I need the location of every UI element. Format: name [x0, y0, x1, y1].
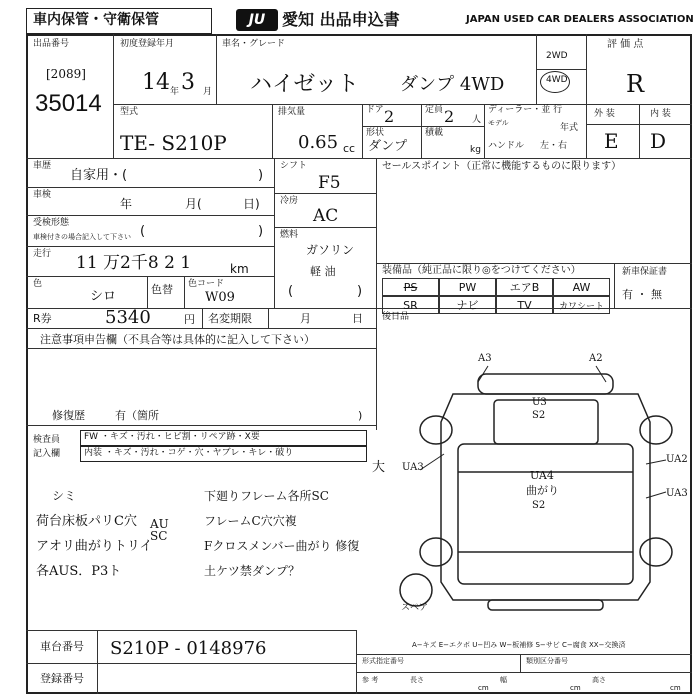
car-label: 車名・グレード	[222, 39, 286, 49]
fuel-close: )	[357, 284, 363, 299]
inspection-label: 車検	[33, 190, 52, 200]
doors-value: 2	[384, 107, 395, 126]
model-year-unit: 年式	[560, 123, 579, 133]
diagram-label: U3	[532, 397, 547, 408]
after-day-label: 後日品	[382, 312, 410, 322]
spare-label: スペア	[401, 603, 429, 613]
first-reg-year: 14	[142, 70, 170, 95]
name-change-day: 日	[352, 312, 363, 325]
divider	[26, 215, 274, 216]
width-label: 幅	[500, 676, 507, 684]
drive-4wd: 4WD	[546, 75, 568, 85]
handwritten-note: 下廻りフレーム各所SC	[204, 489, 329, 503]
model-label: 型式	[120, 107, 139, 117]
inspector-label: 検査員	[33, 435, 61, 445]
fuel-value: ガソリン	[306, 243, 355, 257]
car-grade: ダンプ 4WD	[400, 74, 505, 95]
divider	[639, 104, 640, 158]
equipment-grid	[382, 278, 610, 312]
repair-close: )	[358, 409, 363, 422]
divider	[586, 34, 587, 158]
doors-label: ドア	[366, 105, 384, 115]
year-unit: 年	[170, 87, 180, 97]
fuel-open: (	[288, 284, 294, 299]
inspection-day: 日)	[243, 197, 260, 211]
cm-unit: cm	[478, 684, 489, 692]
handle-options: 左・右	[540, 141, 568, 151]
divider	[356, 630, 357, 694]
history-value: 自家用・(	[70, 168, 128, 183]
divider	[356, 672, 692, 673]
handwritten-extra: 大	[372, 460, 386, 475]
displacement-value: 0.65	[298, 132, 339, 153]
mileage-label: 走行	[33, 249, 52, 259]
repair-value: 有（箇所	[115, 409, 159, 422]
handle-label: ハンドル	[488, 141, 525, 151]
recycle-unit: 円	[184, 313, 195, 326]
divider	[26, 158, 692, 159]
handwritten-note: 荷台床板パリC穴	[36, 514, 137, 529]
divider	[26, 663, 356, 664]
form-spec-label: 形式指定番号	[362, 657, 404, 665]
equipment-item: カワシート	[553, 296, 610, 314]
divider	[362, 126, 484, 127]
recycle-label: R券	[33, 312, 52, 325]
dealer-label: ディーラー・並 行	[488, 105, 563, 115]
equipment-item: TV	[496, 296, 553, 314]
divider	[520, 654, 521, 672]
capacity-unit: 人	[472, 115, 482, 125]
ext-score: E	[604, 129, 619, 153]
title-left: 車内保管・守衛保管	[33, 12, 159, 28]
divider	[147, 276, 148, 308]
handwritten-note: Fクロスメンバー曲がり 修復	[204, 539, 360, 553]
first-reg-label: 初度登録年月	[120, 39, 175, 49]
shape-value: ダンプ	[368, 139, 408, 154]
capacity-value: 2	[444, 107, 455, 126]
chassis-label: 車台番号	[40, 640, 84, 653]
name-change-label: 名変期限	[208, 312, 252, 325]
title-right: JAPAN USED CAR DEALERS ASSOCIATION	[466, 14, 694, 25]
diagram-label: UA3	[402, 462, 424, 473]
ref-label: 参 考	[362, 676, 379, 684]
cm-unit: cm	[670, 684, 681, 692]
divider	[26, 425, 376, 426]
divider	[26, 246, 274, 247]
lot-bracket: [2089]	[46, 67, 86, 81]
divider	[26, 187, 274, 188]
length-label: 長さ	[410, 676, 424, 684]
divider	[484, 104, 485, 158]
inspector-row-2-text: 内装 ・キズ・汚れ・コゲ・穴・ヤブレ・キレ・破り	[84, 448, 294, 458]
warranty-label: 新車保証書	[622, 267, 668, 277]
divider	[272, 104, 273, 158]
inspector-row-1-text: FW ・キズ・汚れ・ヒビ割・リペア跡・X要	[84, 432, 260, 442]
ac-value: AC	[313, 206, 339, 226]
mileage-value: 11 万2千8 2 1	[76, 253, 192, 273]
int-label: 内 装	[650, 109, 671, 119]
divider	[184, 276, 185, 308]
damage-legend: A−キズ E−エクボ U−凹み W−板補修 S−サビ C−腐食 XX−交換済	[412, 641, 626, 649]
receipt-note: 車検付きの場合記入して下さい	[33, 233, 131, 241]
equipment-item: PS	[382, 278, 439, 296]
divider	[536, 69, 586, 70]
equipment-label: 装備品（純正品に限り◎をつけてください）	[382, 265, 581, 276]
sales-point-label: セールスポイント（正常に機能するものに限ります）	[382, 161, 622, 172]
displacement-label: 排気量	[278, 107, 306, 117]
car-name: ハイゼット	[250, 72, 359, 97]
inspector-label-2: 記入欄	[33, 449, 61, 459]
divider	[274, 193, 376, 194]
handwritten-note: AU SC	[150, 517, 169, 543]
divider	[356, 654, 692, 655]
divider	[274, 158, 275, 308]
lot-label: 出品番号	[33, 39, 70, 49]
load-unit: kg	[470, 145, 481, 155]
divider	[26, 276, 274, 277]
lot-number: 35014	[35, 90, 102, 117]
divider	[376, 158, 377, 430]
cm-unit: cm	[570, 684, 581, 692]
height-label: 高さ	[592, 676, 606, 684]
divider	[26, 328, 376, 329]
diagram-label: 曲がり	[526, 484, 559, 497]
diagram-label: UA3	[666, 488, 688, 499]
inspection-month: 月(	[185, 197, 202, 211]
color-code: W09	[205, 290, 235, 305]
divider	[421, 104, 422, 158]
displacement-unit: cc	[343, 142, 356, 155]
equipment-item: SR	[382, 296, 439, 314]
shift-label: シフト	[280, 161, 308, 171]
warranty-options: 有 ・ 無	[622, 288, 662, 301]
month-unit: 月	[203, 87, 213, 97]
int-score: D	[650, 129, 667, 153]
divider	[26, 348, 376, 349]
divider	[113, 34, 114, 158]
equipment-item: エアB	[496, 278, 553, 296]
shape-label: 形状	[366, 128, 385, 138]
equipment-item: AW	[553, 278, 610, 296]
title-center: 愛知 出品申込書	[282, 10, 400, 29]
receipt-close: )	[258, 224, 264, 239]
receipt-open: (	[140, 224, 146, 239]
chassis-value: S210P - 0148976	[110, 638, 267, 659]
diagram-label: A3	[478, 353, 492, 364]
ext-label: 外 装	[594, 109, 615, 119]
divider	[274, 227, 376, 228]
diagram-label: S2	[532, 500, 546, 511]
divider	[26, 630, 356, 631]
equipment-item: PW	[439, 278, 496, 296]
handwritten-note: 各AUS．P3ト	[36, 564, 122, 579]
divider	[376, 263, 692, 264]
divider	[216, 34, 217, 104]
color-value: シロ	[90, 289, 117, 304]
capacity-label: 定員	[425, 105, 444, 115]
divider	[268, 308, 269, 328]
ac-label: 冷房	[280, 196, 299, 206]
registration-label: 登録番号	[40, 672, 84, 685]
drive-2wd: 2WD	[546, 51, 568, 61]
fuel-option: 軽 油	[310, 265, 336, 278]
diagram-label: A2	[589, 353, 603, 364]
diagram-label: UA2	[666, 454, 688, 465]
score-value: R	[626, 70, 645, 98]
divider	[97, 630, 98, 694]
divider	[362, 104, 363, 158]
handwritten-note: フレームC穴穴複	[204, 514, 297, 528]
model-year-label: モデル	[488, 119, 509, 127]
divider	[614, 263, 615, 308]
color-code-label: 色コード	[188, 279, 225, 289]
handwritten-note: アオリ曲がりトリイ	[36, 539, 153, 554]
handwritten-note: 土ケツ禁ダンプ？	[204, 564, 301, 578]
color-label: 色	[33, 279, 43, 289]
mileage-unit: km	[230, 262, 249, 276]
diagram-label: S2	[532, 410, 546, 421]
equipment-item: ナビ	[439, 296, 496, 314]
notes-label: 注意事項申告欄（不具合等は具体的に記入して下さい）	[40, 333, 315, 346]
color-change-label: 色替	[151, 283, 173, 296]
first-reg-month: 3	[181, 70, 195, 95]
class-no-label: 類別区分番号	[526, 657, 568, 665]
divider	[113, 104, 692, 105]
score-label: 評 価 点	[607, 39, 644, 50]
receipt-label: 受検形態	[33, 218, 70, 228]
divider	[202, 308, 203, 328]
recycle-value: 5340	[105, 307, 151, 328]
diagram-label: UA4	[530, 469, 554, 482]
repair-label: 修復歴	[52, 409, 85, 422]
inspection-year: 年	[120, 197, 133, 211]
fuel-label: 燃料	[280, 230, 299, 240]
history-label: 車歴	[33, 161, 52, 171]
name-change-month: 月	[300, 312, 311, 325]
ju-logo: JU	[236, 9, 278, 31]
history-close: )	[258, 168, 264, 183]
load-label: 積載	[425, 128, 444, 138]
model-value: TE- S210P	[120, 131, 227, 155]
shift-value: F5	[318, 173, 341, 193]
handwritten-note: シミ	[52, 489, 77, 503]
